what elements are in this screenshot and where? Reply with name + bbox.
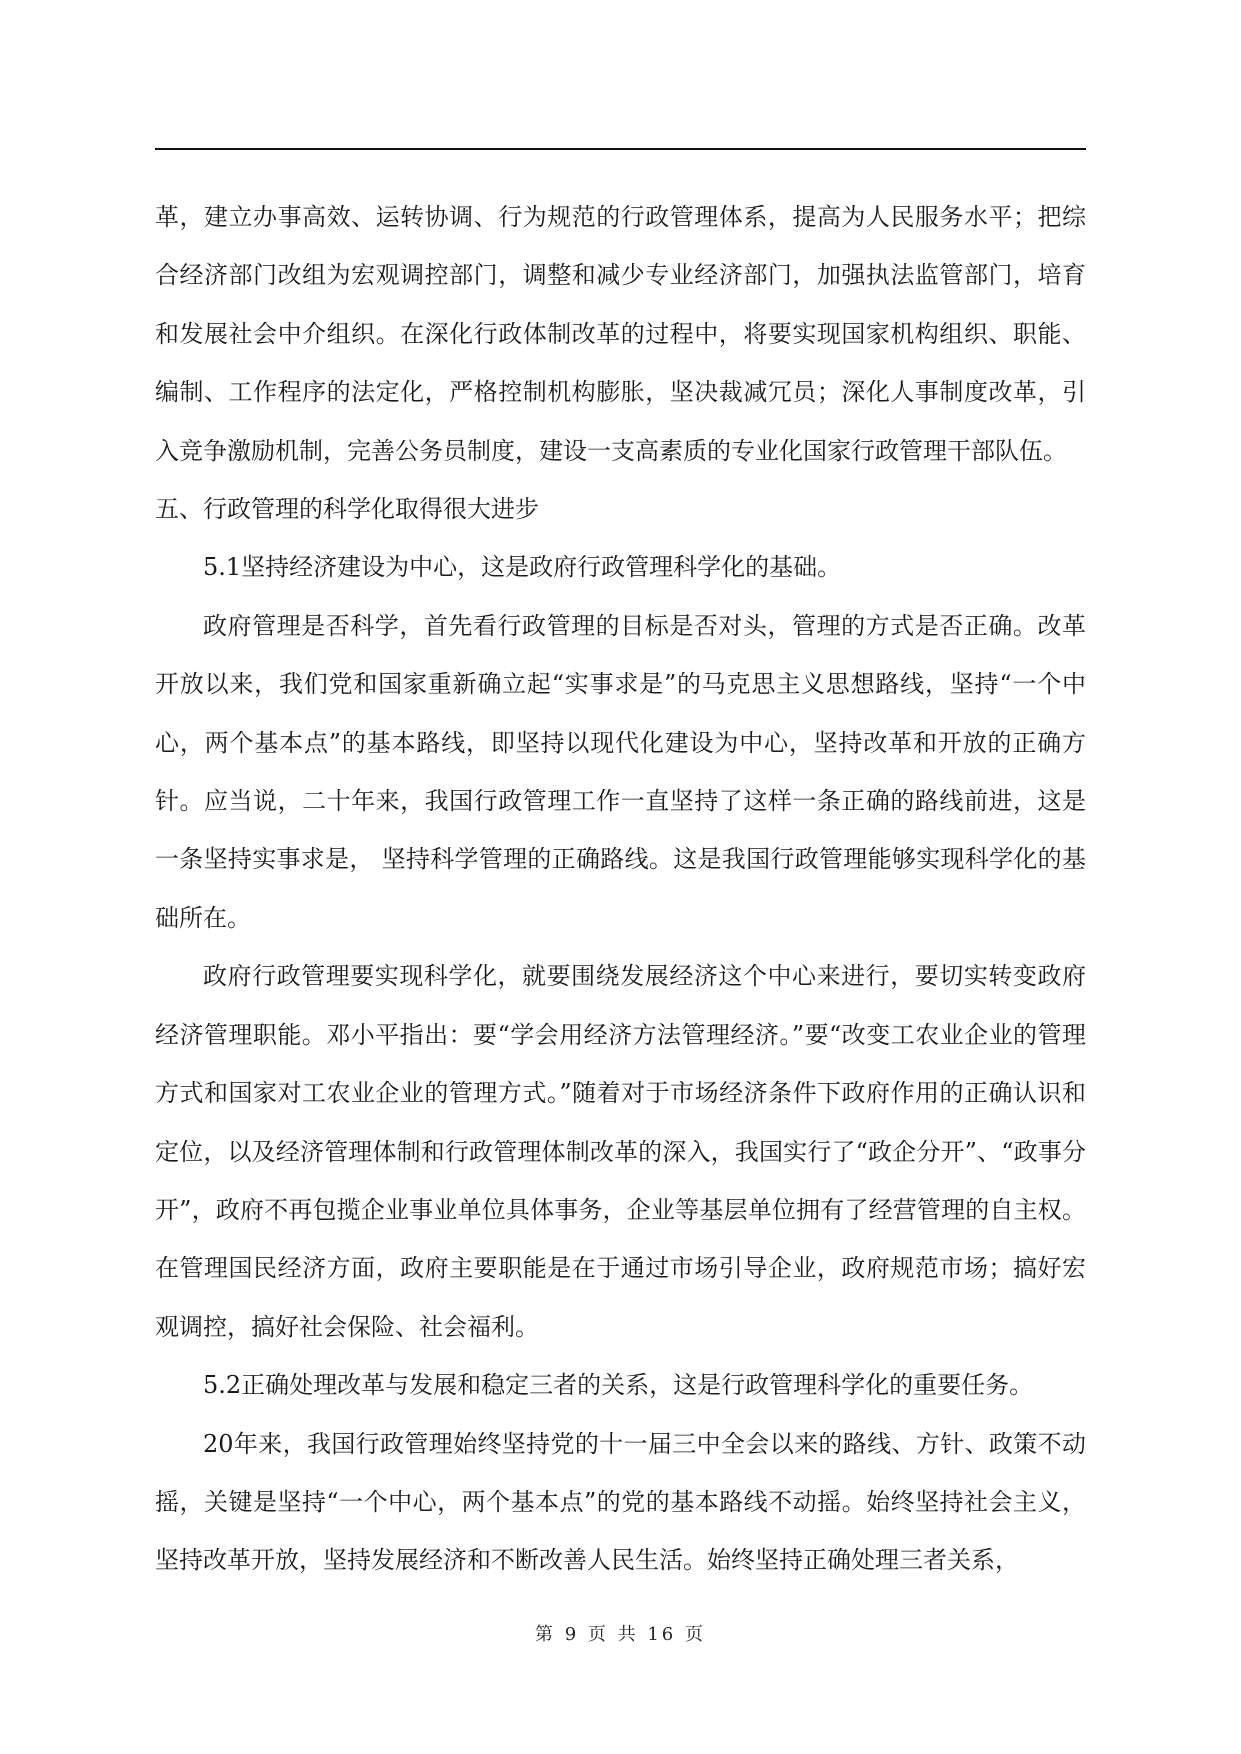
document-body <box>155 188 1086 1590</box>
subsection-heading-5-2: 5.2正确处理改革与发展和稳定三者的关系，这是行政管理科学化的重要任务。 <box>203 1371 1034 1400</box>
section-heading: 五、行政管理的科学化取得很大进步 <box>155 495 539 524</box>
page-number-footer: 第 9 页 共 16 页 <box>535 1624 706 1645</box>
paragraph-continuation: 革，建立办事高效、运转协调、行为规范的行政管理体系，提高为人民服务水平；把综合经济部门改组为宏观调控部门，调整和减少专业经济部门，加强执法监管部门，培育和发展社会中介组织。在深化行政体制改革的过程中，将要实现国家机构组织、职能、编制、工作程序的法定化，严格控制机构膨胀，坚决裁减冗员；深化人事制度改革，引入竞争激励机制，完善公务员制度，建设一支高素质的专业化国家行政管理干部队伍。 <box>155 203 1086 465</box>
paragraph: 政府管理是否科学，首先看行政管理的目标是否对头，管理的方式是否正确。改革开放以来，我们党和国家重新确立起“实事求是”的马克思主义思想路线，坚持“一个中心，两个基本点”的基本路线，即坚持以现代化建设为中心，坚持改革和开放的正确方针。应当说，二十年来，我国行政管理工作一直坚持了这样一条正确的路线前进，这是一条坚持实事求是， 坚持科学管理的正确路线。这是我国行政管理能够实现科学化的基础所在。 <box>155 611 1086 932</box>
header-rule <box>155 148 1086 150</box>
paragraph: 20年来，我国行政管理始终坚持党的十一届三中全会以来的路线、方针、政策不动摇，关键是坚持“一个中心，两个基本点”的党的基本路线不动摇。始终坚持社会主义，坚持改革开放，坚持发展经济和不断改善人民生活。始终坚持正确处理三者关系， <box>155 1429 1086 1575</box>
paragraph: 政府行政管理要实现科学化，就要围绕发展经济这个中心来进行，要切实转变政府经济管理职能。邓小平指出：要“学会用经济方法管理经济。”要“改变工农业企业的管理方式和国家对工农业企业的管理方式。”随着对于市场经济条件下政府作用的正确认识和定位，以及经济管理体制和行政管理体制改革的深入，我国实行了“政企分开”、“政事分开”，政府不再包揽企业事业单位具体事务，企业等基层单位拥有了经营管理的自主权。在管理国民经济方面，政府主要职能是在于通过市场引导企业，政府规范市场；搞好宏观调控，搞好社会保险、社会福利。 <box>155 962 1086 1341</box>
subsection-heading-5-1: 5.1坚持经济建设为中心，这是政府行政管理科学化的基础。 <box>203 553 842 582</box>
